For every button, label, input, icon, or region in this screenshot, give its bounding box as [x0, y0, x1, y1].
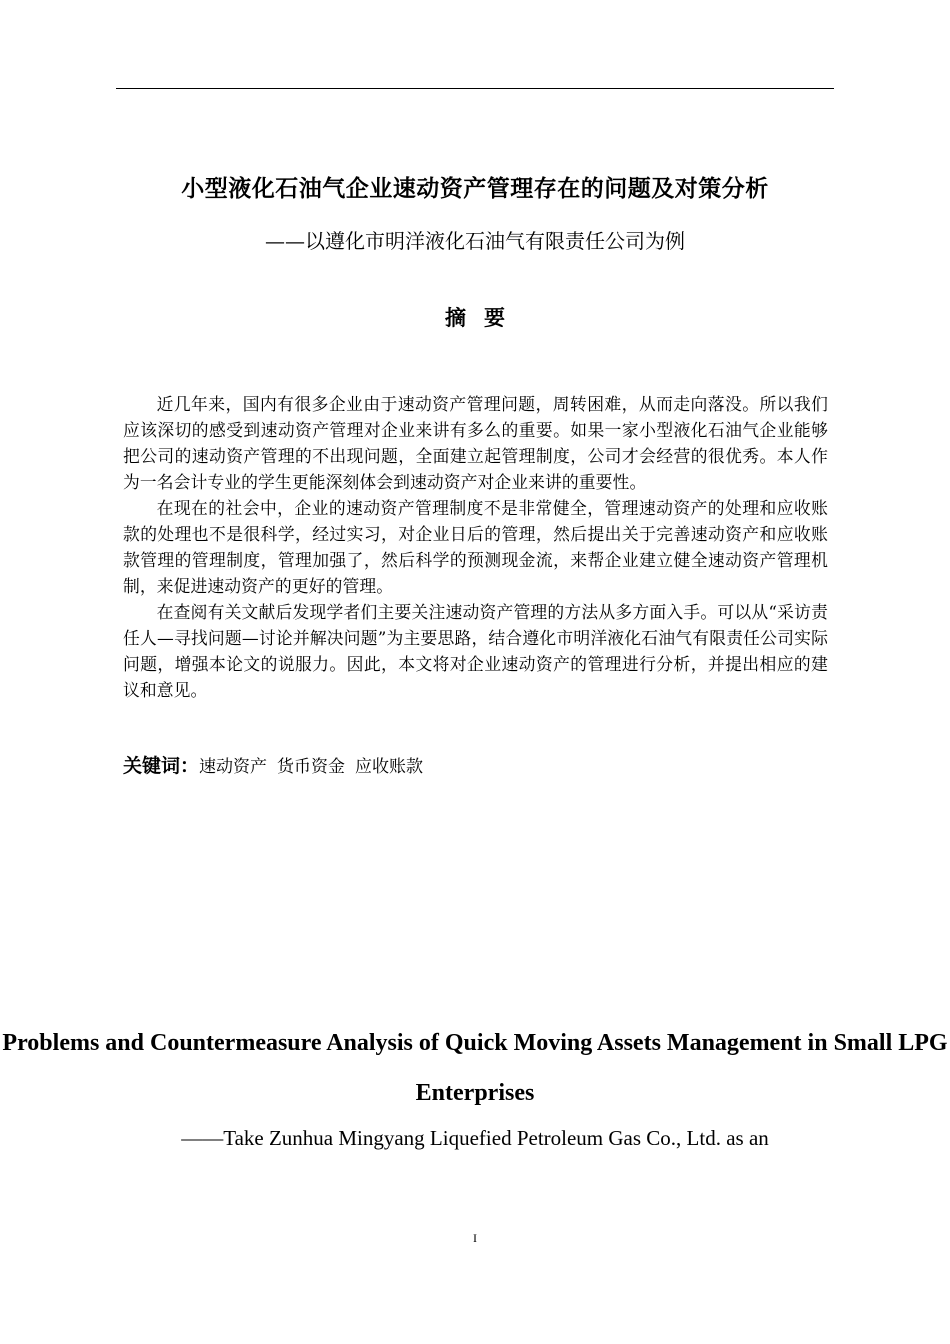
keyword: 货币资金 [277, 757, 346, 777]
english-subtitle: ——Take Zunhua Mingyang Liquefied Petroleum Gas Co., Ltd. as an [181, 1126, 769, 1150]
english-title: Problems and Countermeasure Analysis of Quick Moving Assets Management in Small LPG Enterprises [2, 1030, 948, 1106]
abstract-paragraph: 在现在的社会中，企业的速动资产管理制度不是非常健全，管理速动资产的处理和应收账款的处理也不是很科学，经过实习，对企业日后的管理，然后提出关于完善速动资产和应收账款管理的管理制度，管理加强了，然后科学的预测现金流，来帮企业建立健全速动资产管理机制，来促进速动资产的更好的管理。 [123, 498, 828, 596]
keyword: 应收账款 [355, 757, 424, 777]
abstract-body [123, 391, 828, 703]
header-rule [116, 88, 834, 89]
keyword: 速动资产 [199, 757, 268, 777]
abstract-heading: 摘要 [445, 306, 523, 330]
keywords-label: 关键词： [123, 755, 200, 777]
abstract-paragraph: 在查阅有关文献后发现学者们主要关注速动资产管理的方法从多方面入手。可以从“采访责任人—寻找问题—讨论并解决问题”为主要思路，结合遵化市明洋液化石油气有限责任公司实际问题，增强本论文的说服力。因此，本文将对企业速动资产的管理进行分析，并提出相应的建议和意见。 [123, 602, 828, 700]
abstract-paragraph: 近几年来，国内有很多企业由于速动资产管理问题，周转困难，从而走向落没。所以我们应该深切的感受到速动资产管理对企业来讲有多么的重要。如果一家小型液化石油气企业能够把公司的速动资产管理的不出现问题，全面建立起管理制度，公司才会经营的很优秀。本人作为一名会计专业的学生更能深刻体会到速动资产对企业来讲的重要性。 [123, 394, 828, 492]
keywords-line [123, 752, 433, 781]
page-number: I [473, 1231, 477, 1245]
chinese-subtitle: ——以遵化市明洋液化石油气有限责任公司为例 [265, 229, 685, 253]
chinese-title: 小型液化石油气企业速动资产管理存在的问题及对策分析 [181, 176, 769, 202]
